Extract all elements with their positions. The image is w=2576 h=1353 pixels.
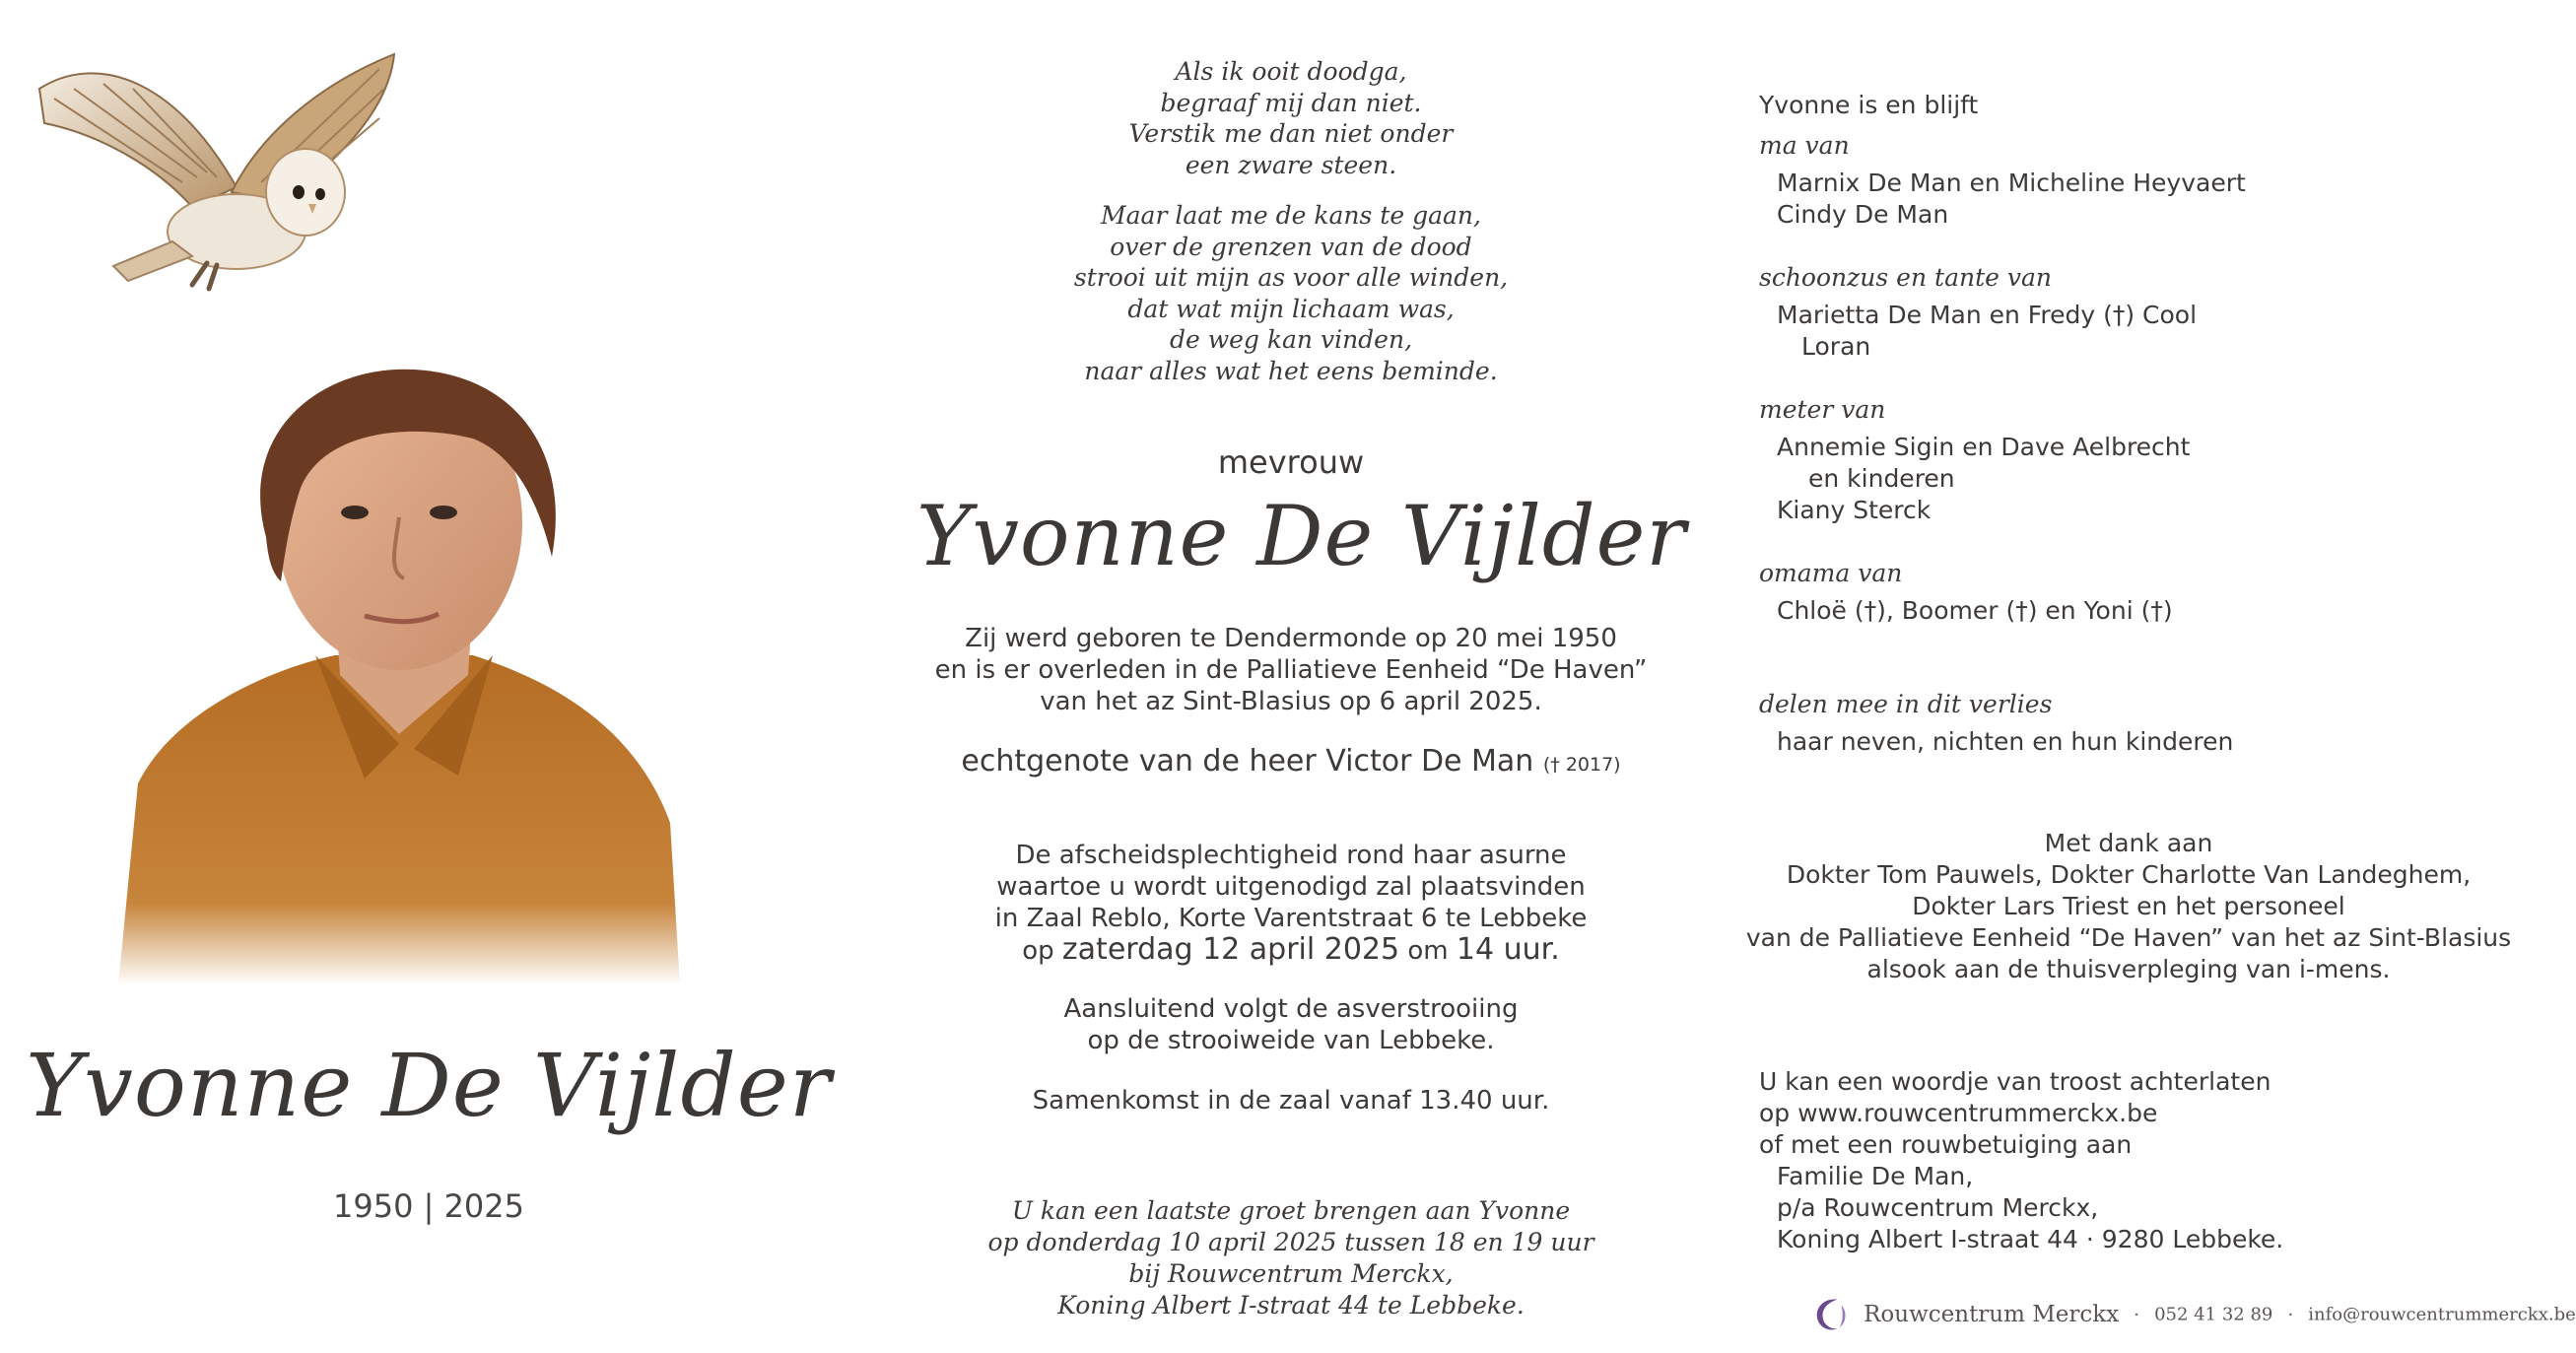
spouse-death-note: († 2017) [1542, 754, 1621, 776]
poem-line: een zware steen. [1185, 150, 1397, 179]
middle-column [916, 0, 1687, 1353]
right-column [1734, 0, 2523, 1353]
condolence-line: U kan een woordje van troost achterlaten [1759, 1067, 2271, 1096]
footer-separator: · [2287, 1304, 2294, 1325]
poem-line: Verstik me dan niet onder [1128, 119, 1454, 148]
footer-separator: · [2134, 1304, 2140, 1325]
condolence-link[interactable]: op www.rouwcentrummerckx.be [1759, 1099, 2158, 1127]
announcement-name: Yvonne De Vijlder [916, 488, 1687, 584]
footer-brand: Rouwcentrum Merckx [1864, 1302, 2120, 1327]
text-line: Dokter Lars Triest en het personeel [1912, 892, 2345, 920]
poem-line: Als ik ooit doodga, [1175, 57, 1407, 86]
family-heading: meter van [1759, 395, 1886, 424]
poem-line: over de grenzen van de dood [1110, 232, 1472, 261]
ceremony-date: zaterdag 12 april 2025 [1061, 932, 1400, 967]
family-member: Marietta De Man en Fredy (†) Cool [1777, 301, 2198, 329]
poem-line: strooi uit mijn as voor alle winden, [1073, 263, 1509, 292]
text-line: op donderdag 10 april 2025 tussen 18 en 19 uur [987, 1228, 1594, 1256]
funeral-home-footer [1813, 1296, 2576, 1333]
ceremony-date-line: op zaterdag 12 april 2025 om 14 uur. [1022, 932, 1560, 967]
condolence-line: of met een rouwbetuiging aan [1759, 1130, 2133, 1159]
family-heading: omama van [1759, 559, 1903, 587]
rouwcentrum-logo-icon [1813, 1296, 1851, 1333]
poem-stanza-2 [916, 200, 1665, 386]
family-member: Cindy De Man [1777, 200, 1949, 229]
family-heading: ma van [1759, 131, 1850, 160]
barn-owl-image [34, 44, 399, 301]
scattering-text [916, 993, 1665, 1056]
poem-stanza-1 [916, 56, 1665, 180]
poem-line: dat wat mijn lichaam was, [1127, 294, 1455, 323]
family-member: Loran [1801, 332, 1871, 361]
condolence-line: Koning Albert I-straat 44 · 9280 Lebbeke. [1777, 1225, 2284, 1253]
portrait-photo [118, 370, 680, 985]
text-line: Aansluitend volgt de asverstrooiing [1063, 994, 1519, 1024]
life-years: 1950 | 2025 [333, 1187, 524, 1225]
text-line: Met dank aan [2044, 829, 2213, 857]
text-line: van de Palliatieve Eenheid “De Haven” van het az Sint-Blasius [1745, 923, 2512, 952]
text-line: Dokter Tom Pauwels, Dokter Charlotte Van Landeghem, [1786, 860, 2472, 889]
ceremony-prefix: op [1022, 936, 1054, 966]
poem-line: begraaf mij dan niet. [1160, 88, 1422, 117]
text-line: op de strooiweide van Lebbeke. [1087, 1026, 1495, 1055]
family-heading: schoonzus en tante van [1759, 263, 2052, 292]
spouse-text: echtgenote van de heer Victor De Man [961, 744, 1534, 778]
text-line: Koning Albert I-straat 44 te Lebbeke. [1057, 1291, 1525, 1319]
family-member: Annemie Sigin en Dave Aelbrecht [1777, 433, 2191, 461]
condolence-line: Familie De Man, [1777, 1162, 1974, 1190]
family-member: Kiany Sterck [1777, 496, 1932, 524]
family-intro: Yvonne is en blijft [1759, 91, 1979, 119]
family-heading: delen mee in dit verlies [1759, 690, 2053, 718]
footer-phone[interactable]: 052 41 32 89 [2154, 1304, 2273, 1325]
text-line: alsook aan de thuisverpleging van i-mens. [1866, 955, 2391, 983]
thanks-text [1734, 828, 2523, 985]
poem-line: de weg kan vinden, [1169, 325, 1413, 354]
left-column [0, 0, 857, 1353]
text-line: in Zaal Reblo, Korte Varentstraat 6 te Lebbeke [994, 904, 1588, 933]
family-member: haar neven, nichten en hun kinderen [1777, 727, 2234, 756]
ceremony-om: om [1407, 936, 1449, 966]
ceremony-hour: 14 uur [1456, 932, 1551, 967]
birth-death-text [916, 623, 1665, 717]
text-line: van het az Sint-Blasius op 6 april 2025. [1040, 687, 1542, 716]
text-line: waartoe u wordt uitgenodigd zal plaatsvinden [996, 872, 1586, 902]
footer-email[interactable]: info@rouwcentrummerckx.be [2308, 1304, 2576, 1325]
text-line: Zij werd geboren te Dendermonde op 20 mei 1950 [965, 624, 1617, 653]
poem-line: Maar laat me de kans te gaan, [1101, 201, 1481, 230]
family-member: Chloë (†), Boomer (†) en Yoni (†) [1777, 596, 2173, 625]
title-mevrouw: mevrouw [1217, 443, 1365, 481]
visit-text [916, 1195, 1665, 1321]
text-line: De afscheidsplechtigheid rond haar asurne [1015, 841, 1567, 870]
condolence-line: p/a Rouwcentrum Merckx, [1777, 1193, 2099, 1222]
text-line: U kan een laatste groet brengen aan Yvonne [1011, 1196, 1571, 1225]
spouse-line [916, 744, 1665, 778]
poem-line: naar alles wat het eens beminde. [1084, 356, 1498, 385]
text-line: bij Rouwcentrum Merckx, [1128, 1259, 1454, 1288]
text-line: en is er overleden in de Palliatieve Eenheid “De Haven” [934, 655, 1648, 685]
deceased-name-script: Yvonne De Vijlder [26, 1035, 832, 1136]
family-member: Marnix De Man en Micheline Heyvaert [1777, 169, 2246, 197]
ceremony-text [916, 840, 1665, 967]
gathering-text: Samenkomst in de zaal vanaf 13.40 uur. [1032, 1086, 1550, 1116]
family-member: en kinderen [1808, 464, 1955, 493]
